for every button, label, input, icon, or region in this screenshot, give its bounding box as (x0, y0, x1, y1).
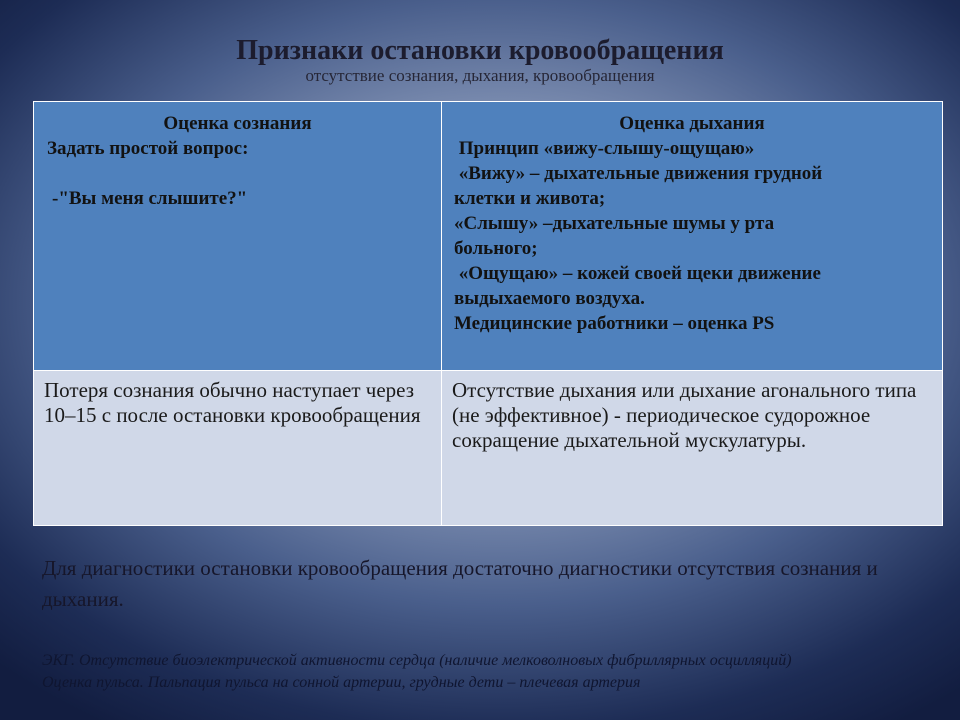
consciousness-detail-cell (34, 371, 442, 526)
breathing-detail-cell (442, 371, 943, 526)
breathing-line: выдыхаемого воздуха. (454, 288, 645, 309)
breathing-line: больного; (454, 238, 538, 259)
ecg-note: ЭКГ. Отсутствие биоэлектрической активности сердца (наличие мелковолновых фибриллярных осцилляций) (42, 652, 792, 669)
breathing-header-cell (442, 102, 943, 371)
table-body-row (34, 371, 943, 526)
breathing-method (442, 136, 942, 336)
consciousness-header-cell (34, 102, 442, 371)
consciousness-header: Оценка сознания (163, 113, 312, 134)
table-header-row (34, 102, 943, 371)
breathing-line: «Вижу» – дыхательные движения грудной (454, 163, 823, 184)
diagnosis-note: Для диагностики остановки кровообращения достаточно диагностики отсутствия сознания и дыхания. (42, 556, 878, 611)
consciousness-question: Задать простой вопрос: (47, 138, 249, 159)
slide-header (0, 36, 960, 86)
assessment-table (33, 101, 943, 526)
slide-title: Признаки остановки кровообращения (236, 35, 724, 66)
consciousness-detail: Потеря сознания обычно наступает через 10–15 с после остановки кровообращения (44, 378, 421, 427)
consciousness-example: -"Вы меня слышите?" (52, 188, 248, 209)
breathing-line: клетки и живота; (454, 188, 606, 209)
consciousness-method (34, 136, 441, 211)
breathing-line: Медицинские работники – оценка PS (454, 313, 775, 334)
breathing-detail: Отсутствие дыхания или дыхание агонального типа (не эффективное) - периодическое судорожное сокращение дыхательной мускулатуры. (452, 378, 917, 452)
breathing-line: «Ощущаю» – кожей своей щеки движение (454, 263, 821, 284)
pulse-note: Оценка пульса. Пальпация пульса на сонной артерии, грудные дети – плечевая артерия (42, 674, 641, 691)
footnotes (42, 650, 942, 694)
breathing-line: «Слышу» –дыхательные шумы у рта (454, 213, 775, 234)
slide-subtitle: отсутствие сознания, дыхания, кровообращения (305, 66, 655, 85)
breathing-header: Оценка дыхания (619, 113, 765, 134)
breathing-line: Принцип «вижу-слышу-ощущаю» (454, 138, 755, 159)
